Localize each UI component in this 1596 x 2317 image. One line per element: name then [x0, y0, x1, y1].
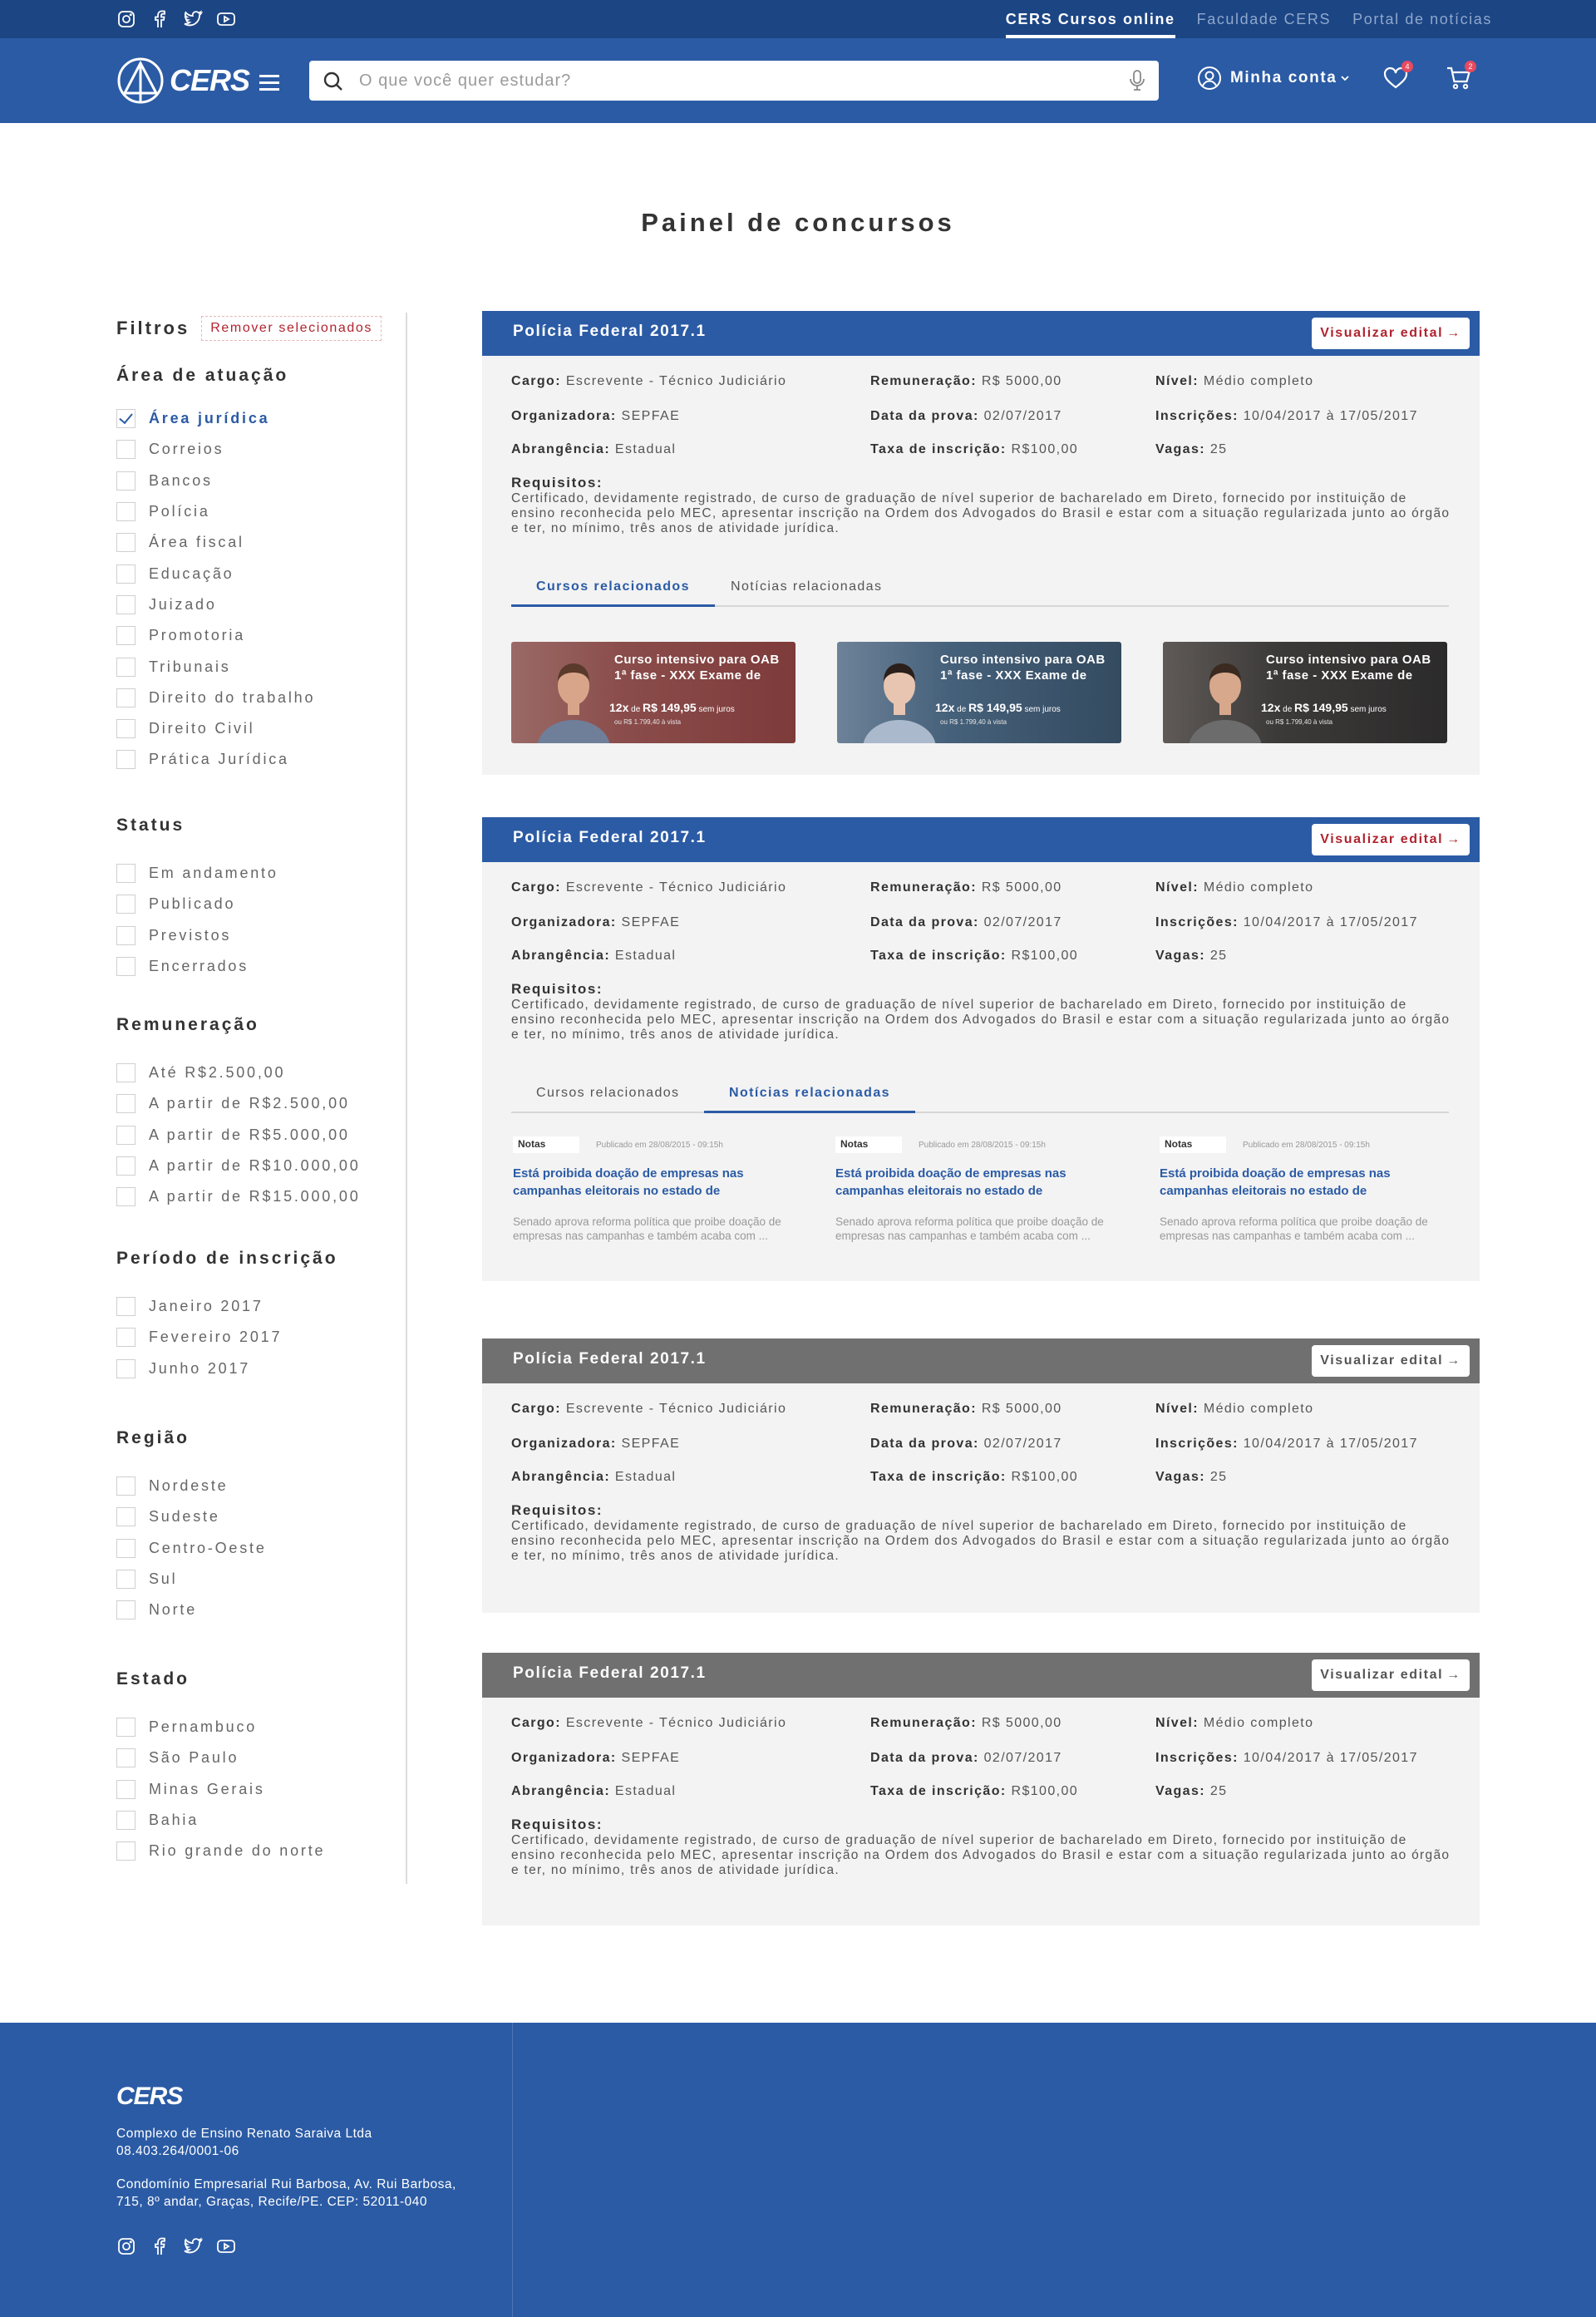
filter-option-label: Centro-Oeste	[149, 1539, 267, 1556]
contest-cargo: Cargo: Escrevente - Técnico Judiciário	[511, 1402, 787, 1416]
view-edital-label: Visualizar edital	[1320, 1668, 1444, 1682]
news-date: Publicado em 28/08/2015 - 09:15h	[596, 1140, 723, 1150]
related-news-item[interactable]	[513, 1136, 796, 1243]
checkbox[interactable]	[116, 1063, 135, 1082]
filter-option[interactable]	[116, 1774, 325, 1805]
page-title: Painel de concursos	[641, 208, 955, 237]
checkbox[interactable]	[116, 1476, 135, 1496]
youtube-icon[interactable]	[216, 9, 236, 29]
filter-option-label: Direito Civil	[149, 720, 255, 737]
instagram-icon[interactable]	[116, 9, 136, 29]
filter-option[interactable]	[116, 651, 315, 682]
filter-option[interactable]	[116, 496, 315, 527]
news-excerpt: Senado aprova reforma política que proibe doação de empresas nas campanhas e também acaba com ...	[1160, 1215, 1428, 1242]
filter-option[interactable]	[116, 1712, 325, 1743]
filter-option[interactable]	[116, 920, 278, 951]
filter-option-label: Polícia	[149, 503, 210, 520]
footer-social-links	[116, 2236, 236, 2256]
top-link-faculdade[interactable]: Faculdade CERS	[1196, 11, 1332, 27]
filter-option-label: Prática Jurídica	[149, 751, 289, 768]
contest-title: Polícia Federal 2017.1	[513, 1350, 707, 1368]
filter-option[interactable]	[116, 1471, 267, 1501]
related-news-item[interactable]	[1160, 1136, 1442, 1243]
related-tabs	[511, 572, 1449, 607]
filter-option[interactable]	[116, 1805, 325, 1836]
filter-option-label: Área jurídica	[149, 410, 270, 427]
checkbox[interactable]	[116, 1841, 135, 1861]
course-price: 12x de R$ 149,95 sem juros	[935, 701, 1061, 714]
chevron-down-icon	[1340, 73, 1350, 83]
filter-group	[116, 1669, 325, 1866]
contest-taxa: Taxa de inscrição: R$100,00	[870, 442, 1079, 456]
contest-taxa: Taxa de inscrição: R$100,00	[870, 949, 1079, 963]
footer-company	[116, 2125, 482, 2160]
filter-option-label: Pernambuco	[149, 1718, 258, 1736]
news-title[interactable]: Está proibida doação de empresas nas campanhas eleitorais no estado de	[835, 1166, 1066, 1198]
checkbox[interactable]	[116, 1507, 135, 1526]
filter-option-label: Previstos	[149, 926, 232, 944]
instructor-photo	[1188, 648, 1263, 743]
news-date: Publicado em 28/08/2015 - 09:15h	[919, 1140, 1046, 1150]
filter-option-label: Minas Gerais	[149, 1780, 265, 1797]
filter-option-label: Juizado	[149, 595, 217, 613]
contest-taxa: Taxa de inscrição: R$100,00	[870, 1784, 1079, 1798]
top-link-portal[interactable]: Portal de notícias	[1352, 11, 1492, 27]
microphone-icon[interactable]	[1129, 70, 1145, 91]
filter-option-label: Tribunais	[149, 658, 231, 675]
filter-group	[116, 366, 315, 776]
filter-option[interactable]	[116, 889, 278, 919]
filter-option-label: Sul	[149, 1570, 178, 1588]
contest-inscricoes: Inscrições: 10/04/2017 à 17/05/2017	[1155, 1437, 1418, 1451]
filter-option-label: Bancos	[149, 471, 213, 489]
checkbox[interactable]	[116, 1297, 135, 1316]
contest-cargo: Cargo: Escrevente - Técnico Judiciário	[511, 374, 787, 388]
related-news-item[interactable]	[835, 1136, 1118, 1243]
contest-inscricoes: Inscrições: 10/04/2017 à 17/05/2017	[1155, 1751, 1418, 1765]
filter-option[interactable]	[116, 683, 315, 713]
filter-option-label: A partir de R$2.500,00	[149, 1095, 350, 1112]
checkbox[interactable]	[116, 1156, 135, 1176]
main-header	[0, 38, 1596, 123]
checkbox[interactable]	[116, 1328, 135, 1347]
filter-option-label: Sudeste	[149, 1508, 220, 1526]
cart-button[interactable]	[1445, 64, 1473, 92]
contest-remuneracao: Remuneração: R$ 5000,00	[870, 1402, 1062, 1416]
news-tag: Notas	[835, 1136, 902, 1153]
filters-title: Filtros	[116, 318, 190, 338]
course-price: 12x de R$ 149,95 sem juros	[609, 701, 735, 714]
checkbox[interactable]	[116, 1780, 135, 1799]
account-menu[interactable]	[1197, 66, 1350, 91]
hamburger-menu-button[interactable]	[248, 66, 291, 99]
checkbox[interactable]	[116, 1126, 135, 1145]
filter-option[interactable]	[116, 1533, 267, 1564]
filter-option[interactable]	[116, 713, 315, 744]
contest-vagas: Vagas: 25	[1155, 442, 1228, 456]
contest-abrangencia: Abrangência: Estadual	[511, 949, 677, 963]
checkbox[interactable]	[116, 1539, 135, 1558]
filter-option[interactable]	[116, 589, 315, 620]
filter-group-title: Status	[116, 816, 185, 835]
related-course-card[interactable]	[511, 642, 796, 743]
contest-vagas: Vagas: 25	[1155, 949, 1228, 963]
news-excerpt: Senado aprova reforma política que proibe doação de empresas nas campanhas e também acaba com ...	[513, 1215, 781, 1242]
contest-title: Polícia Federal 2017.1	[513, 829, 707, 846]
course-cash-price: ou R$ 1.799,40 à vista	[940, 718, 1007, 726]
contest-card	[482, 311, 1480, 775]
filter-option[interactable]	[116, 434, 315, 465]
contest-title: Polícia Federal 2017.1	[513, 1664, 707, 1682]
contest-requirements: Requisitos: Certificado, devidamente registrado, de curso de graduação de nível superior de bacharelado em Direto, fornecido por instituição de ensino reconhecida pelo MEC, apresentar inscrição na Ordem dos Advogados do Brasil e estar com a situação regularizada junto ao órgão e ter, no mínimo, três anos de atividade jurídica.	[511, 1817, 1451, 1877]
filter-option[interactable]	[116, 1743, 325, 1773]
favorites-button[interactable]	[1382, 64, 1410, 92]
filter-group	[116, 1015, 361, 1212]
view-edital-label: Visualizar edital	[1320, 326, 1444, 340]
contest-data-prova: Data da prova: 02/07/2017	[870, 915, 1062, 929]
filter-option[interactable]	[116, 1151, 361, 1181]
checkbox[interactable]	[116, 595, 135, 614]
facebook-icon[interactable]	[150, 9, 170, 29]
contest-data-prova: Data da prova: 02/07/2017	[870, 409, 1062, 423]
checkbox[interactable]	[116, 440, 135, 459]
contest-abrangencia: Abrangência: Estadual	[511, 1784, 677, 1798]
contest-card	[482, 1653, 1480, 1925]
filter-group-title: Região	[116, 1428, 190, 1447]
related-tabs	[511, 1078, 1449, 1113]
checkbox[interactable]	[116, 502, 135, 521]
checkbox[interactable]	[116, 1570, 135, 1589]
filter-option-label: Nordeste	[149, 1477, 229, 1495]
instructor-photo	[862, 648, 937, 743]
filter-option-label: Educação	[149, 564, 234, 582]
checkbox[interactable]	[116, 719, 135, 738]
filter-option[interactable]	[116, 858, 278, 889]
contest-inscricoes: Inscrições: 10/04/2017 à 17/05/2017	[1155, 409, 1418, 423]
filter-group-title: Remuneração	[116, 1015, 259, 1034]
news-date: Publicado em 28/08/2015 - 09:15h	[1243, 1140, 1370, 1150]
news-tag: Notas	[513, 1136, 579, 1153]
arrow-right-icon: →	[1446, 1353, 1461, 1368]
checkbox[interactable]	[116, 1811, 135, 1830]
view-edital-button[interactable]	[1312, 1659, 1470, 1691]
arrow-right-icon: →	[1446, 832, 1461, 846]
filter-option[interactable]	[116, 403, 315, 434]
contest-nivel: Nível: Médio completo	[1155, 880, 1314, 895]
checkbox[interactable]	[116, 564, 135, 584]
checkbox[interactable]	[116, 864, 135, 883]
filter-option[interactable]	[116, 1836, 325, 1866]
remove-selected-button[interactable]: Remover selecionados	[201, 316, 382, 341]
contest-remuneracao: Remuneração: R$ 5000,00	[870, 880, 1062, 895]
filter-option[interactable]	[116, 1088, 361, 1119]
filter-option-label: São Paulo	[149, 1749, 239, 1767]
user-icon	[1197, 66, 1222, 91]
account-label: Minha conta	[1230, 69, 1337, 86]
view-edital-button[interactable]	[1312, 318, 1470, 349]
cers-logo-icon	[116, 57, 165, 105]
filter-group-title: Estado	[116, 1669, 190, 1688]
checkbox[interactable]	[116, 1359, 135, 1378]
filter-option-label: Bahia	[149, 1812, 200, 1829]
course-cash-price: ou R$ 1.799,40 à vista	[614, 718, 682, 726]
filter-option[interactable]	[116, 1353, 338, 1384]
view-edital-label: Visualizar edital	[1320, 832, 1444, 846]
contest-card-header	[482, 1653, 1480, 1698]
filters-sidebar	[116, 313, 407, 1884]
instagram-icon[interactable]	[116, 2236, 136, 2256]
filter-option-label: Correios	[149, 441, 224, 458]
filter-option[interactable]	[116, 1564, 267, 1595]
filter-group	[116, 1249, 338, 1384]
search-icon[interactable]	[323, 71, 344, 92]
cart-badge: 2	[1465, 61, 1476, 72]
arrow-right-icon: →	[1446, 326, 1461, 340]
footer	[0, 2023, 1596, 2317]
filter-option-label: Publicado	[149, 895, 236, 913]
filter-option-label: Norte	[149, 1601, 198, 1619]
checkbox[interactable]	[116, 750, 135, 769]
contest-organizadora: Organizadora: SEPFAE	[511, 1751, 681, 1765]
contest-card	[482, 817, 1480, 1281]
filter-option[interactable]	[116, 951, 278, 982]
arrow-right-icon: →	[1446, 1668, 1461, 1682]
filter-option[interactable]	[116, 620, 315, 651]
filter-option-label: Direito do trabalho	[149, 688, 316, 706]
contest-vagas: Vagas: 25	[1155, 1784, 1228, 1798]
contest-abrangencia: Abrangência: Estadual	[511, 1470, 677, 1484]
contest-abrangencia: Abrangência: Estadual	[511, 442, 677, 456]
tab-related-courses[interactable]: Cursos relacionados	[536, 1086, 680, 1100]
course-name: Curso intensivo para OAB 1ª fase - XXX Exame de	[1266, 653, 1431, 683]
contest-card-header	[482, 1338, 1480, 1383]
view-edital-button[interactable]	[1312, 1345, 1470, 1377]
filter-group-title: Período de inscrição	[116, 1249, 338, 1268]
social-links	[116, 9, 236, 29]
filter-option-label: Fevereiro 2017	[149, 1329, 283, 1346]
filter-option[interactable]	[116, 1595, 267, 1625]
filter-option-label: Janeiro 2017	[149, 1298, 264, 1315]
top-bar	[0, 0, 1596, 38]
filter-option-label: Em andamento	[149, 865, 278, 882]
related-course-card[interactable]	[837, 642, 1121, 743]
filter-option-label: Promotoria	[149, 627, 246, 644]
top-links	[1006, 0, 1492, 38]
filter-option[interactable]	[116, 744, 315, 775]
tab-related-news[interactable]: Notícias relacionadas	[731, 579, 883, 594]
contest-organizadora: Organizadora: SEPFAE	[511, 1437, 681, 1451]
news-title[interactable]: Está proibida doação de empresas nas campanhas eleitorais no estado de	[1160, 1166, 1391, 1198]
filter-group-title: Área de atuação	[116, 366, 289, 385]
contest-organizadora: Organizadora: SEPFAE	[511, 409, 681, 423]
filter-option-label: A partir de R$5.000,00	[149, 1126, 350, 1143]
news-title[interactable]: Está proibida doação de empresas nas campanhas eleitorais no estado de	[513, 1166, 744, 1198]
checkbox[interactable]	[116, 1748, 135, 1767]
contest-remuneracao: Remuneração: R$ 5000,00	[870, 374, 1062, 388]
checkbox[interactable]	[116, 626, 135, 645]
contest-nivel: Nível: Médio completo	[1155, 374, 1314, 388]
logo[interactable]	[116, 57, 249, 105]
top-link-cers-cursos[interactable]: CERS Cursos online	[1006, 0, 1175, 38]
contest-card-header	[482, 817, 1480, 862]
filter-group	[116, 1428, 267, 1625]
footer-address: Condomínio Empresarial Rui Barbosa, Av. Rui Barbosa, 715, 8º andar, Graças, Recife/PE. CEP: 52011-040	[116, 2177, 456, 2209]
contest-organizadora: Organizadora: SEPFAE	[511, 915, 681, 929]
footer-logo[interactable]: CERS	[116, 2083, 183, 2110]
search-box	[309, 61, 1159, 101]
checkbox[interactable]	[116, 957, 135, 976]
view-edital-button[interactable]	[1312, 824, 1470, 855]
filter-option-label: A partir de R$10.000,00	[149, 1157, 361, 1175]
contest-card	[482, 1338, 1480, 1613]
contest-cargo: Cargo: Escrevente - Técnico Judiciário	[511, 880, 787, 895]
favorites-badge: 4	[1401, 61, 1413, 72]
contest-data-prova: Data da prova: 02/07/2017	[870, 1437, 1062, 1451]
filter-option-label: Área fiscal	[149, 534, 244, 551]
course-price: 12x de R$ 149,95 sem juros	[1261, 701, 1387, 714]
course-name: Curso intensivo para OAB 1ª fase - XXX Exame de	[940, 653, 1106, 683]
contest-nivel: Nível: Médio completo	[1155, 1716, 1314, 1730]
checkbox[interactable]	[116, 533, 135, 552]
contest-taxa: Taxa de inscrição: R$100,00	[870, 1470, 1079, 1484]
twitter-icon[interactable]	[183, 2236, 203, 2256]
tab-related-news[interactable]: Notícias relacionadas	[704, 1078, 915, 1113]
filter-option-label: Até R$2.500,00	[149, 1064, 286, 1082]
view-edital-label: Visualizar edital	[1320, 1353, 1444, 1368]
filter-option[interactable]	[116, 1120, 361, 1151]
contest-cargo: Cargo: Escrevente - Técnico Judiciário	[511, 1716, 787, 1730]
filter-option[interactable]	[116, 1322, 338, 1353]
checkbox[interactable]	[116, 658, 135, 677]
filter-option[interactable]	[116, 1181, 361, 1212]
filters-header	[116, 313, 406, 344]
contest-title: Polícia Federal 2017.1	[513, 323, 707, 340]
related-course-card[interactable]	[1163, 642, 1447, 743]
filter-option[interactable]	[116, 1291, 338, 1322]
course-name: Curso intensivo para OAB 1ª fase - XXX Exame de	[614, 653, 780, 683]
checkbox[interactable]	[116, 926, 135, 945]
filter-option[interactable]	[116, 1501, 267, 1532]
instructor-photo	[536, 648, 611, 743]
filter-option[interactable]	[116, 466, 315, 496]
contest-inscricoes: Inscrições: 10/04/2017 à 17/05/2017	[1155, 915, 1418, 929]
contest-requirements: Requisitos: Certificado, devidamente registrado, de curso de graduação de nível superior de bacharelado em Direto, fornecido por instituição de ensino reconhecida pelo MEC, apresentar inscrição na Ordem dos Advogados do Brasil e estar com a situação regularizada junto ao órgão e ter, no mínimo, três anos de atividade jurídica.	[511, 981, 1451, 1042]
filter-option-label: Encerrados	[149, 958, 249, 975]
footer-company-name: Complexo de Ensino Renato Saraiva Ltda	[116, 2127, 372, 2141]
contest-nivel: Nível: Médio completo	[1155, 1402, 1314, 1416]
checkbox[interactable]	[116, 895, 135, 914]
contest-requirements: Requisitos: Certificado, devidamente registrado, de curso de graduação de nível superior de bacharelado em Direto, fornecido por instituição de ensino reconhecida pelo MEC, apresentar inscrição na Ordem dos Advogados do Brasil e estar com a situação regularizada junto ao órgão e ter, no mínimo, três anos de atividade jurídica.	[511, 475, 1451, 535]
filter-option-label: A partir de R$15.000,00	[149, 1188, 361, 1205]
checkbox[interactable]	[116, 1600, 135, 1619]
youtube-icon[interactable]	[216, 2236, 236, 2256]
filter-option-label: Junho 2017	[149, 1359, 251, 1377]
news-excerpt: Senado aprova reforma política que proibe doação de empresas nas campanhas e também acaba com ...	[835, 1215, 1104, 1242]
tab-related-courses[interactable]: Cursos relacionados	[511, 572, 715, 607]
checkbox[interactable]	[116, 1187, 135, 1206]
checkbox[interactable]	[116, 1718, 135, 1737]
contest-remuneracao: Remuneração: R$ 5000,00	[870, 1716, 1062, 1730]
search-input[interactable]	[359, 61, 1091, 101]
filter-option-label: Rio grande do norte	[149, 1842, 326, 1860]
contest-vagas: Vagas: 25	[1155, 1470, 1228, 1484]
filter-group	[116, 816, 278, 982]
facebook-icon[interactable]	[150, 2236, 170, 2256]
logo-text: CERS	[170, 63, 250, 97]
filter-option[interactable]	[116, 558, 315, 589]
checkbox[interactable]	[116, 688, 135, 707]
course-cash-price: ou R$ 1.799,40 à vista	[1266, 718, 1333, 726]
checkbox-checked[interactable]	[116, 409, 135, 428]
news-tag: Notas	[1160, 1136, 1226, 1153]
checkbox[interactable]	[116, 471, 135, 491]
footer-cnpj: 08.403.264/0001-06	[116, 2144, 239, 2158]
checkbox[interactable]	[116, 1094, 135, 1113]
contest-requirements: Requisitos: Certificado, devidamente registrado, de curso de graduação de nível superior de bacharelado em Direto, fornecido por instituição de ensino reconhecida pelo MEC, apresentar inscrição na Ordem dos Advogados do Brasil e estar com a situação regularizada junto ao órgão e ter, no mínimo, três anos de atividade jurídica.	[511, 1502, 1451, 1563]
contest-data-prova: Data da prova: 02/07/2017	[870, 1751, 1062, 1765]
contest-card-header	[482, 311, 1480, 356]
filter-option[interactable]	[116, 527, 315, 558]
twitter-icon[interactable]	[183, 9, 203, 29]
footer-divider	[512, 2023, 513, 2317]
filter-option[interactable]	[116, 1057, 361, 1088]
